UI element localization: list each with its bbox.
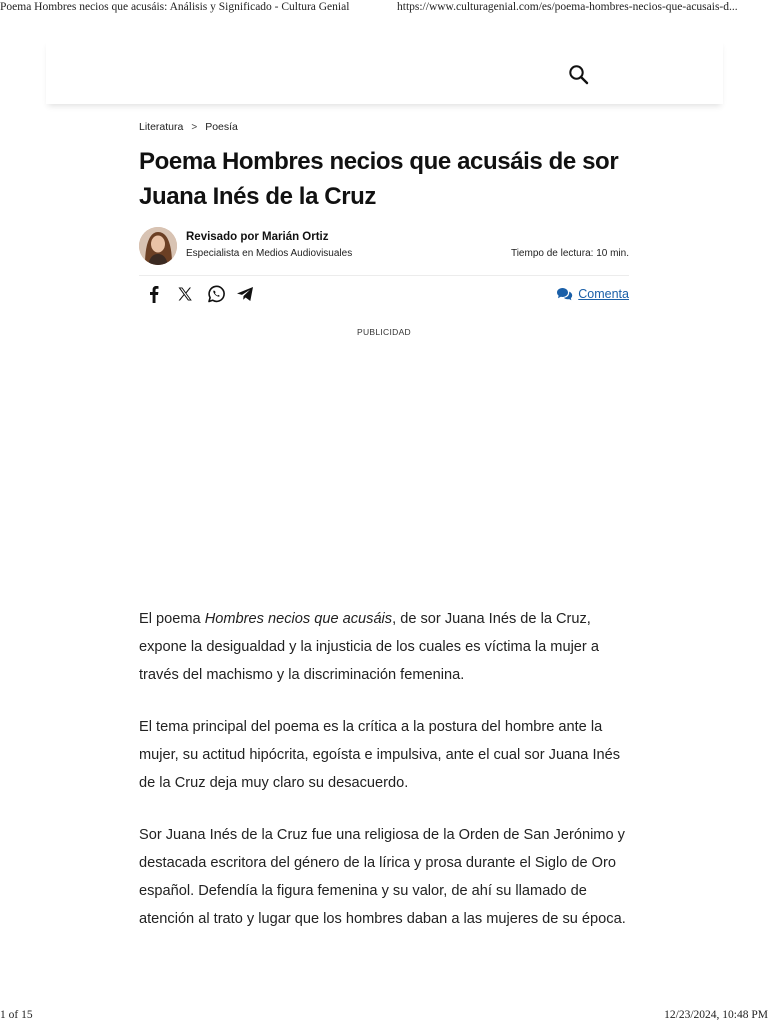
breadcrumb-separator: > <box>191 121 198 133</box>
share-facebook-button[interactable] <box>144 284 164 304</box>
breadcrumb-item-poesia[interactable]: Poesía <box>205 121 238 133</box>
comments-icon <box>556 287 573 301</box>
print-footer <box>0 1009 768 1024</box>
article-paragraph <box>139 605 631 689</box>
ad-label: PUBLICIDAD <box>356 327 411 337</box>
telegram-icon <box>235 284 255 304</box>
author-avatar[interactable] <box>139 227 177 265</box>
share-row <box>139 283 629 307</box>
article-body <box>139 605 631 957</box>
share-telegram-button[interactable] <box>235 284 255 304</box>
author-role: Especialista en Medios Audiovisuales <box>186 248 353 259</box>
print-page-number: 1 of 15 <box>0 1009 33 1021</box>
site-header <box>46 40 723 104</box>
breadcrumb <box>139 121 238 133</box>
article-title: Poema Hombres necios que acusáis de sor Juana Inés de la Cruz <box>139 148 619 210</box>
divider <box>139 275 629 276</box>
search-icon <box>568 64 590 86</box>
breadcrumb-item-literatura[interactable]: Literatura <box>139 121 184 133</box>
author-name[interactable]: Revisado por Marián Ortiz <box>186 231 329 243</box>
comment-link-label: Comenta <box>578 287 629 301</box>
author-row <box>139 227 629 267</box>
share-x-button[interactable] <box>175 284 195 304</box>
author-portrait-icon <box>139 227 177 265</box>
print-header <box>0 0 768 18</box>
article-paragraph: El tema principal del poema es la crítica a la postura del hombre ante la mujer, su actitud hipócrita, egoísta e impulsiva, ante el cual sor Juana Inés de la Cruz deja muy claro su desacuerdo. <box>139 719 621 791</box>
x-icon <box>175 284 195 304</box>
poem-title-italic: Hombres necios que acusáis <box>204 611 393 627</box>
article-paragraph: Sor Juana Inés de la Cruz fue una religiosa de la Orden de San Jerónimo y destacada escritora del género de la lírica y prosa durante el Siglo de Oro español. Defendía la figura femenina y su valor, de ahí su llamado de atención al trato y lugar que los hombres daban a las mujeres de su época. <box>139 827 626 927</box>
paragraph-text: , de sor Juana Inés de la Cruz, expone la desigualdad y la injusticia de los cuales es víctima la mujer a través del machismo y la discriminación femenina. <box>139 611 599 683</box>
search-button[interactable] <box>568 64 590 86</box>
print-page-title: Poema Hombres necios que acusáis: Análisis y Significado - Cultura Genial <box>0 1 350 13</box>
reading-time: Tiempo de lectura: 10 min. <box>510 248 629 259</box>
print-page-url: https://www.culturagenial.com/es/poema-hombres-necios-que-acusais-d... <box>397 1 738 13</box>
comment-link[interactable] <box>556 287 629 301</box>
paragraph-text: El poema <box>139 611 205 627</box>
whatsapp-icon <box>206 284 226 304</box>
facebook-icon <box>144 284 164 304</box>
share-whatsapp-button[interactable] <box>206 284 226 304</box>
print-datetime: 12/23/2024, 10:48 PM <box>664 1009 768 1021</box>
